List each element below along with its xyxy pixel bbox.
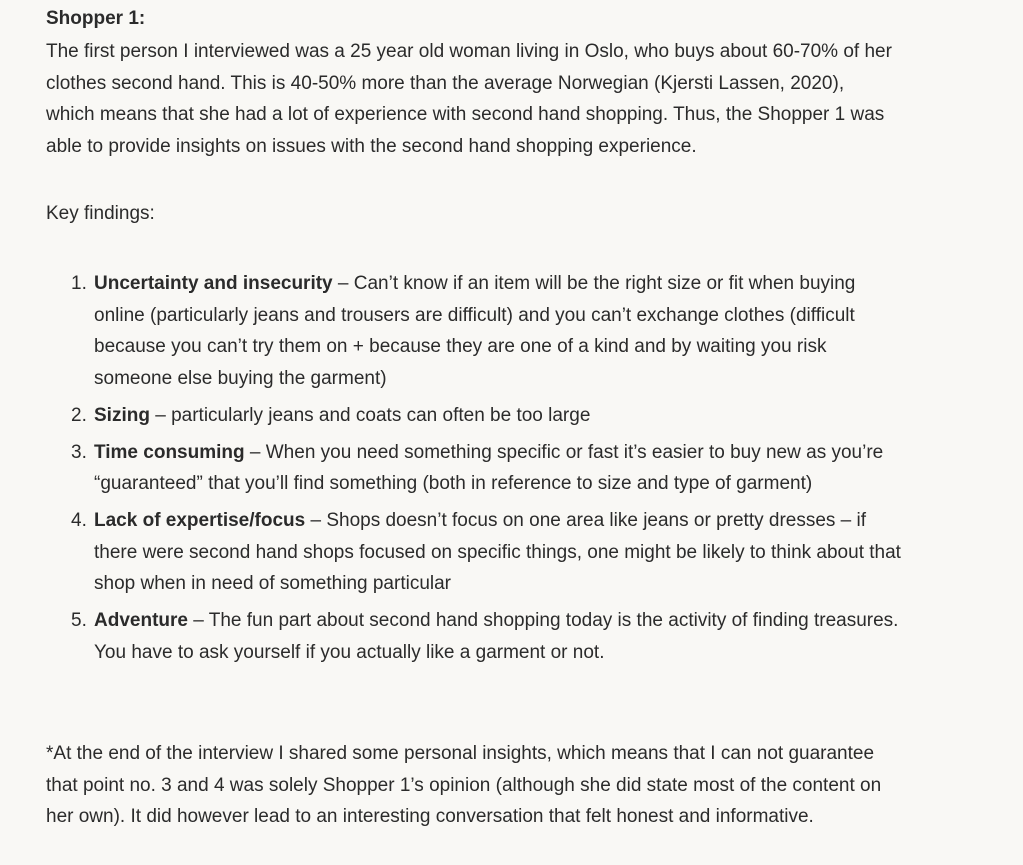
finding-text: – particularly jeans and coats can often be too large — [149, 404, 591, 426]
finding-number: 3. — [71, 441, 87, 463]
finding-title: Adventure — [94, 610, 188, 631]
finding-number: 5. — [71, 610, 87, 631]
finding-item — [46, 505, 906, 600]
footnote-paragraph: *At the end of the interview I shared some personal insights, which means that I can not guarantee that point no. 3 and 4 was solely Shopper 1’s opinion (although she did state most of the content on her own). It did however lead to an interesting conversation that felt honest and informative. — [46, 743, 882, 827]
finding-text: – Shops doesn’t focus on one area like jeans or pretty dresses – if there were second hand shops focused on specific things, one might be likely to think about that shop when in need of something particular — [94, 510, 901, 594]
finding-item — [46, 605, 906, 668]
finding-number: 2. — [71, 404, 87, 426]
finding-title: Time consuming — [94, 441, 245, 463]
findings-list — [46, 268, 906, 674]
finding-item — [46, 437, 906, 500]
finding-number: 4. — [71, 510, 87, 531]
finding-number: 1. — [71, 273, 87, 294]
finding-title: Uncertainty and insecurity — [94, 273, 333, 294]
finding-text: – The fun part about second hand shopping today is the activity of finding treasures. You have to ask yourself if you actually like a garment or not. — [94, 610, 899, 663]
finding-item — [46, 400, 906, 432]
finding-item — [46, 268, 906, 394]
finding-text: – Can’t know if an item will be the right size or fit when buying online (particularly jeans and trousers are difficult) and you can’t exchange clothes (difficult because you can’t try them on + because they are one of a kind and by waiting you risk someone else buying the garment) — [94, 273, 856, 389]
finding-title: Sizing — [94, 404, 150, 426]
finding-title: Lack of expertise/focus — [94, 510, 306, 531]
key-findings-label: Key findings: — [46, 203, 155, 224]
intro-paragraph: The first person I interviewed was a 25 year old woman living in Oslo, who buys about 60-70% of her clothes second hand. This is 40-50% more than the average Norwegian (Kjersti Lassen, 2020), which means that she had a lot of experience with second hand shopping. Thus, the Shopper 1 was able to provide insights on issues with the second hand shopping experience. — [46, 41, 892, 157]
finding-text: – When you need something specific or fast it’s easier to buy new as you’re “guaranteed” that you’ll find something (both in reference to size and type of garment) — [94, 441, 884, 494]
section-heading: Shopper 1: — [46, 8, 146, 29]
